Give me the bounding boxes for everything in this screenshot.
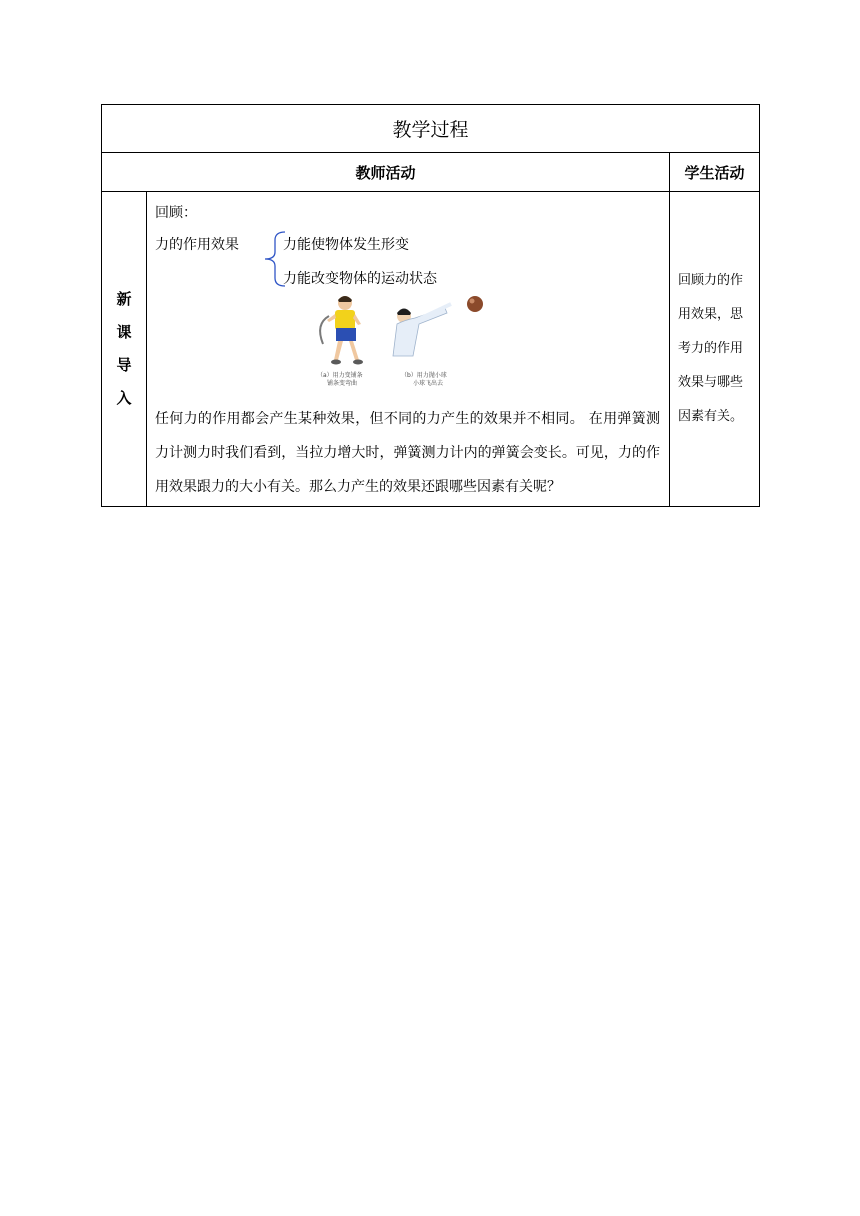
section-char: 入 bbox=[116, 389, 132, 407]
child-throwing-ball-figure bbox=[393, 296, 483, 356]
caption-a-line: （a）用力变铺条 bbox=[317, 372, 363, 379]
lesson-table bbox=[101, 104, 760, 507]
effect-item: 力能使物体发生形变 bbox=[283, 237, 409, 253]
caption-a-line: 铺条变弯曲 bbox=[327, 380, 358, 387]
effect-item: 力能改变物体的运动状态 bbox=[283, 271, 437, 287]
caption-b-line: 小球飞出去 bbox=[413, 380, 444, 387]
review-label: 回顾： bbox=[155, 205, 197, 221]
explanation-paragraph: 任何力的作用都会产生某种效果，但不同的力产生的效果并不相同。 在用弹簧测力计测力时我们看到，当拉力增大时，弹簧测力计内的弹簧会变长。可见，力的作用效果跟力的大小有关。那么力产生的效果还跟哪些因素有关呢？ bbox=[155, 411, 660, 495]
section-char: 导 bbox=[116, 356, 132, 374]
force-illustration bbox=[305, 294, 501, 370]
boy-bending-strip-figure bbox=[320, 296, 363, 365]
section-char: 新 bbox=[116, 290, 132, 308]
section-label bbox=[102, 192, 147, 507]
section-char: 课 bbox=[116, 323, 132, 341]
student-activity-header: 学生活动 bbox=[670, 153, 760, 192]
teacher-activity-header: 教师活动 bbox=[102, 153, 670, 192]
caption-b-line: （b）用力抛小球 bbox=[401, 372, 447, 379]
table-title: 教学过程 bbox=[102, 105, 760, 153]
student-activity-text: 回顾力的作用效果，思考力的作用效果与哪些因素有关。 bbox=[670, 192, 760, 507]
teacher-activity-cell bbox=[147, 192, 670, 507]
effect-label: 力的作用效果 bbox=[155, 237, 239, 253]
